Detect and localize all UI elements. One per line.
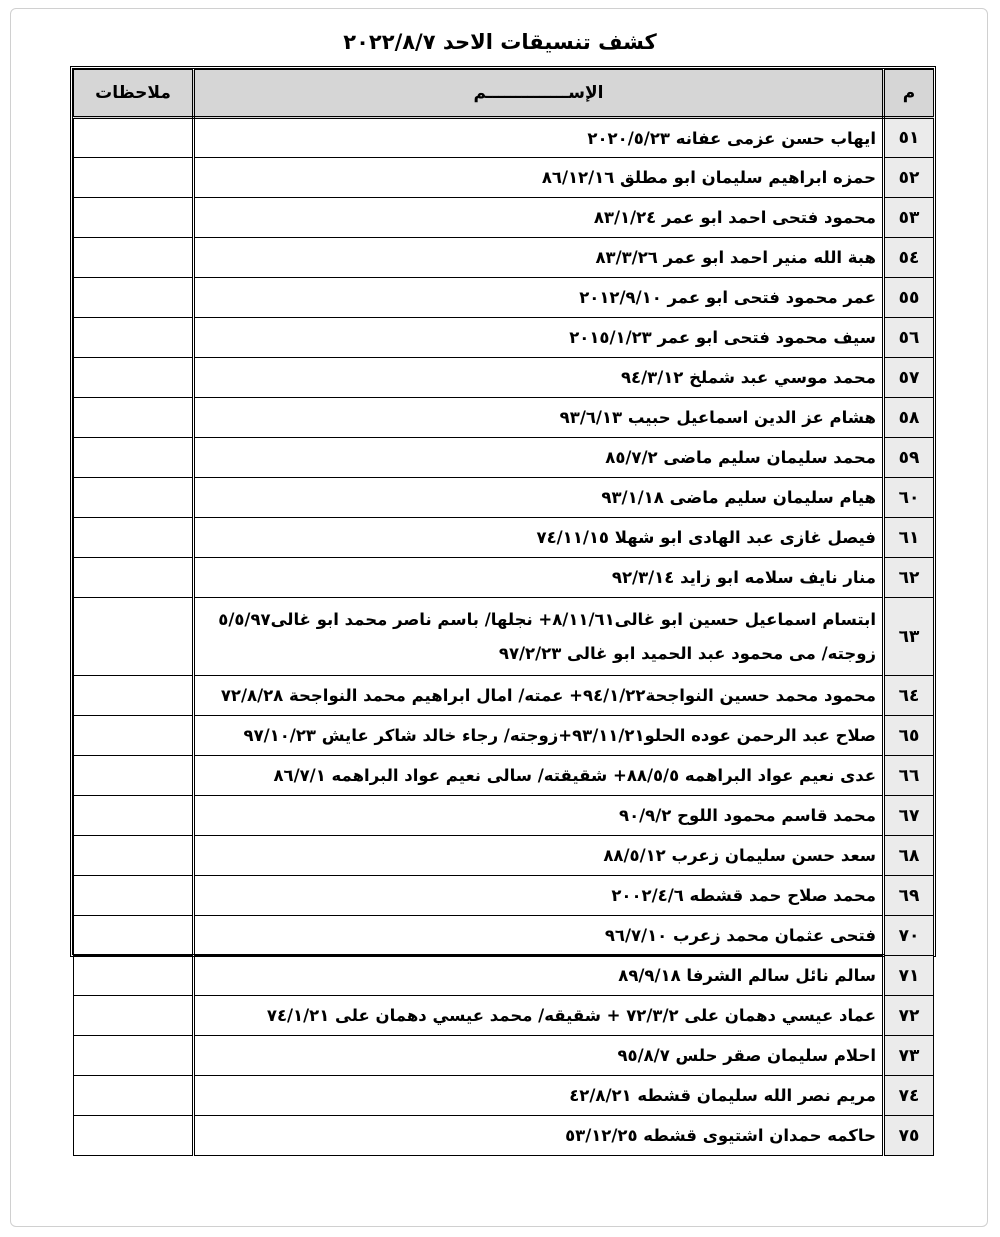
row-notes	[74, 956, 194, 996]
row-notes	[74, 238, 194, 278]
row-notes	[74, 1036, 194, 1076]
row-name: فيصل غازى عبد الهادى ابو شهلا ٧٤/١١/١٥	[194, 518, 884, 558]
header-number: م	[884, 70, 934, 118]
table-row	[74, 916, 934, 956]
row-name: هبة الله منير احمد ابو عمر ٨٣/٣/٢٦	[194, 238, 884, 278]
row-name: حاكمه حمدان اشتيوى قشطه ٥٣/١٢/٢٥	[194, 1116, 884, 1156]
row-number: ٦٩	[884, 876, 934, 916]
row-notes	[74, 118, 194, 158]
row-number: ٥٣	[884, 198, 934, 238]
row-name: احلام سليمان صقر حلس ٩٥/٨/٧	[194, 1036, 884, 1076]
row-number: ٥٩	[884, 438, 934, 478]
row-name: محمد سليمان سليم ماضى ٨٥/٧/٢	[194, 438, 884, 478]
table-row	[74, 1116, 934, 1156]
names-table	[73, 69, 934, 1156]
row-name: سالم نائل سالم الشرفا ٨٩/٩/١٨	[194, 956, 884, 996]
table-row	[74, 358, 934, 398]
row-name: سيف محمود فتحى ابو عمر ٢٠١٥/١/٢٣	[194, 318, 884, 358]
row-number: ٦٨	[884, 836, 934, 876]
row-number: ٧٣	[884, 1036, 934, 1076]
row-number: ٧٥	[884, 1116, 934, 1156]
row-name: محمد صلاح حمد قشطه ٢٠٠٢/٤/٦	[194, 876, 884, 916]
names-table-wrapper	[70, 66, 936, 1146]
table-row	[74, 876, 934, 916]
row-number: ٥٤	[884, 238, 934, 278]
row-notes	[74, 756, 194, 796]
row-name: محمد موسي عبد شملخ ٩٤/٣/١٢	[194, 358, 884, 398]
row-name: ايهاب حسن عزمى عفانه ٢٠٢٠/٥/٢٣	[194, 118, 884, 158]
table-row	[74, 238, 934, 278]
table-row	[74, 716, 934, 756]
table-row	[74, 398, 934, 438]
table-row	[74, 676, 934, 716]
row-name: محمود فتحى احمد ابو عمر ٨٣/١/٢٤	[194, 198, 884, 238]
row-number: ٧٤	[884, 1076, 934, 1116]
table-row	[74, 278, 934, 318]
row-number: ٦٦	[884, 756, 934, 796]
row-number: ٧٠	[884, 916, 934, 956]
row-name: سعد حسن سليمان زعرب ٨٨/٥/١٢	[194, 836, 884, 876]
table-row	[74, 158, 934, 198]
table-row	[74, 598, 934, 676]
row-number: ٦٣	[884, 598, 934, 676]
row-number: ٥٥	[884, 278, 934, 318]
row-number: ٥٧	[884, 358, 934, 398]
row-notes	[74, 518, 194, 558]
table-row	[74, 198, 934, 238]
row-notes	[74, 716, 194, 756]
row-name: هشام عز الدين اسماعيل حبيب ٩٣/٦/١٣	[194, 398, 884, 438]
table-body	[74, 118, 934, 1156]
table-row	[74, 1036, 934, 1076]
table-row	[74, 438, 934, 478]
table-row	[74, 118, 934, 158]
row-number: ٥٨	[884, 398, 934, 438]
row-number: ٥١	[884, 118, 934, 158]
table-row	[74, 478, 934, 518]
table-row	[74, 518, 934, 558]
row-name: حمزه ابراهيم سليمان ابو مطلق ٨٦/١٢/١٦	[194, 158, 884, 198]
table-row	[74, 756, 934, 796]
document-title: كشف تنسيقات الاحد ٢٠٢٢/٨/٧	[343, 30, 657, 54]
row-notes	[74, 598, 194, 676]
row-notes	[74, 876, 194, 916]
row-notes	[74, 158, 194, 198]
header-name: الإســــــــــــــم	[194, 70, 884, 118]
row-name: ابتسام اسماعيل حسين ابو غالى٨/١١/٦١+ نجلها/ باسم ناصر محمد ابو غالى٥/٥/٩٧ زوجته/ مى محمود عبد الحميد ابو غالى ٩٧/٢/٢٣	[194, 598, 884, 676]
row-notes	[74, 558, 194, 598]
row-number: ٥٢	[884, 158, 934, 198]
header-notes: ملاحظات	[74, 70, 194, 118]
row-number: ٦٢	[884, 558, 934, 598]
row-number: ٦٥	[884, 716, 934, 756]
table-row	[74, 996, 934, 1036]
row-number: ٦٠	[884, 478, 934, 518]
row-notes	[74, 398, 194, 438]
row-notes	[74, 836, 194, 876]
row-name: عماد عيسي دهمان على ٧٢/٣/٢ + شقيقه/ محمد عيسي دهمان على ٧٤/١/٢١	[194, 996, 884, 1036]
row-notes	[74, 198, 194, 238]
row-notes	[74, 996, 194, 1036]
row-name: فتحى عثمان محمد زعرب ٩٦/٧/١٠	[194, 916, 884, 956]
row-name: مريم نصر الله سليمان قشطه ٤٢/٨/٢١	[194, 1076, 884, 1116]
row-notes	[74, 796, 194, 836]
table-row	[74, 318, 934, 358]
row-name: صلاح عبد الرحمن عوده الحلو٩٣/١١/٢١+زوجته/ رجاء خالد شاكر عايش ٩٧/١٠/٢٣	[194, 716, 884, 756]
row-notes	[74, 438, 194, 478]
row-number: ٦١	[884, 518, 934, 558]
row-notes	[74, 676, 194, 716]
row-number: ٧٢	[884, 996, 934, 1036]
table-row	[74, 558, 934, 598]
table-row	[74, 1076, 934, 1116]
row-notes	[74, 318, 194, 358]
row-notes	[74, 1076, 194, 1116]
row-name: هيام سليمان سليم ماضى ٩٣/١/١٨	[194, 478, 884, 518]
table-row	[74, 956, 934, 996]
row-name: منار نايف سلامه ابو زايد ٩٢/٣/١٤	[194, 558, 884, 598]
row-name: محمود محمد حسين النواجحة٩٤/١/٢٢+ عمته/ امال ابراهيم محمد النواجحة ٧٢/٨/٢٨	[194, 676, 884, 716]
row-name: عمر محمود فتحى ابو عمر ٢٠١٢/٩/١٠	[194, 278, 884, 318]
table-row	[74, 836, 934, 876]
row-number: ٥٦	[884, 318, 934, 358]
row-notes	[74, 478, 194, 518]
row-number: ٦٧	[884, 796, 934, 836]
row-name: عدى نعيم عواد البراهمه ٨٨/٥/٥+ شقيقته/ سالى نعيم عواد البراهمه ٨٦/٧/١	[194, 756, 884, 796]
row-notes	[74, 358, 194, 398]
row-number: ٦٤	[884, 676, 934, 716]
table-row	[74, 796, 934, 836]
row-name: محمد قاسم محمود اللوح ٩٠/٩/٢	[194, 796, 884, 836]
row-notes	[74, 916, 194, 956]
row-number: ٧١	[884, 956, 934, 996]
row-notes	[74, 278, 194, 318]
table-header-row	[74, 70, 934, 118]
row-notes	[74, 1116, 194, 1156]
